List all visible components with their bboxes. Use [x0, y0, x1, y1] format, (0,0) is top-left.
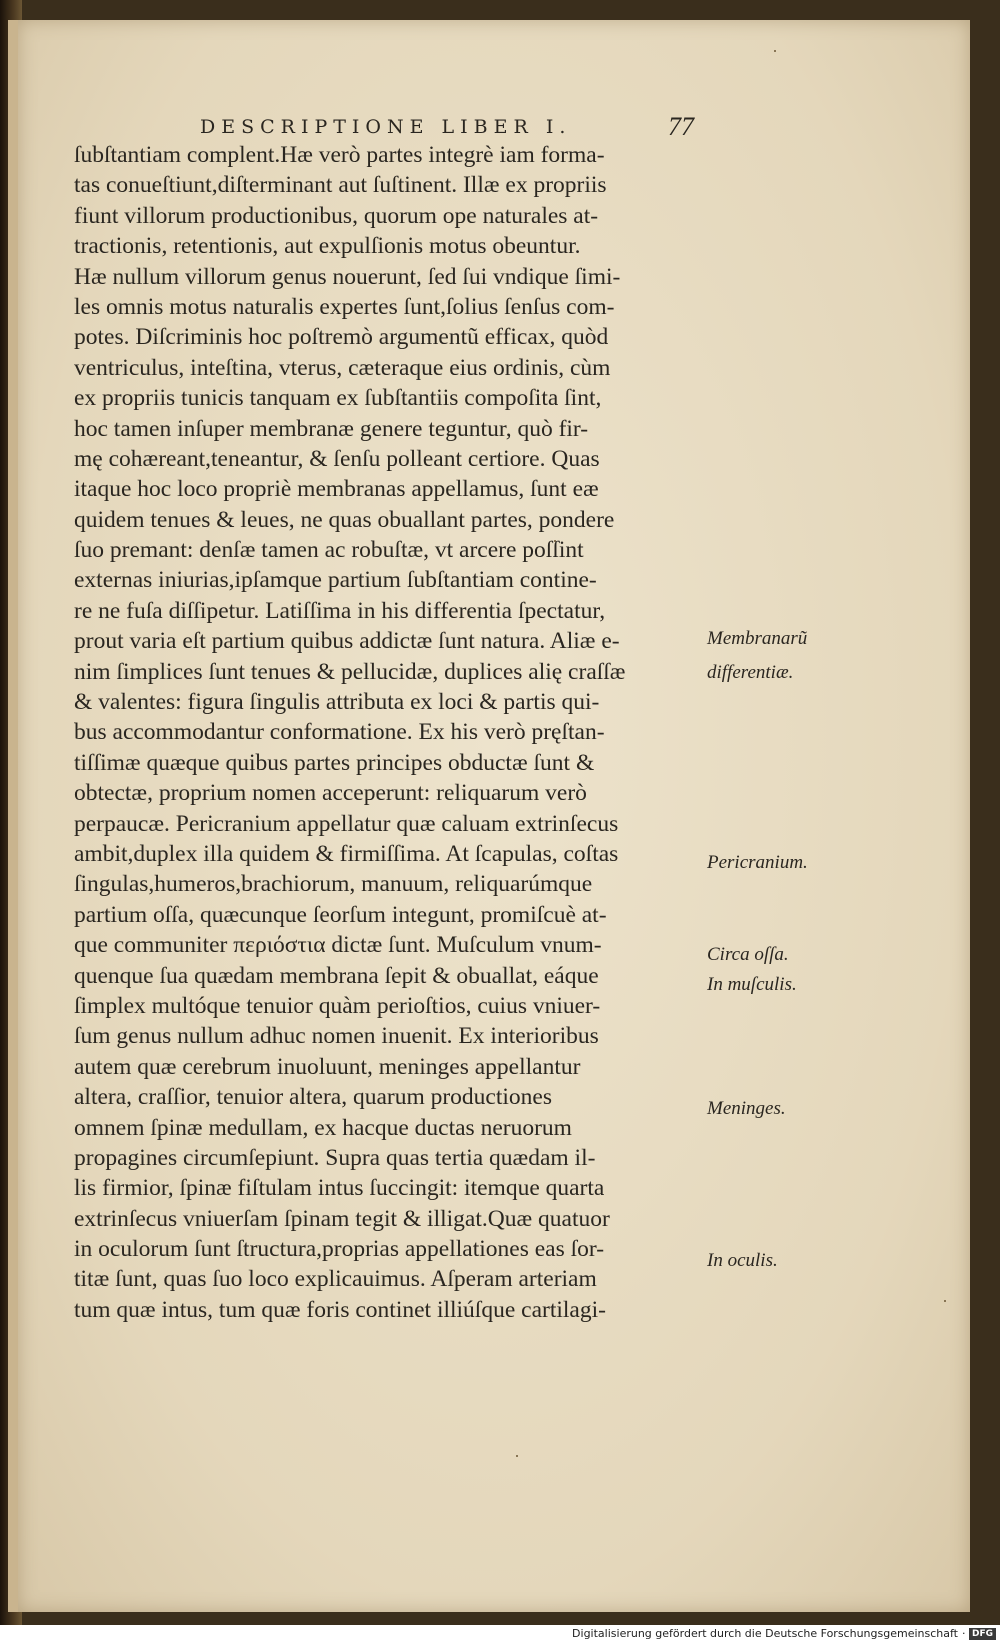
text-line: ventriculus, inteſtina, vterus, cæteraque eius ordinis, cùm [74, 354, 611, 381]
dfg-funding-text: Digitalisierung gefördert durch die Deutsche Forschungsgemeinschaft [572, 1627, 958, 1640]
marginal-note-in-oculis: In oculis. [707, 1250, 778, 1271]
text-line: hoc tamen inſuper membranæ genere teguntur, quò fir- [74, 415, 589, 442]
text-line: propagines circumſepiunt. Supra quas tertia quædam il- [74, 1144, 596, 1171]
dfg-logo: DFG [969, 1628, 996, 1640]
text-line: nim ſimplices ſunt tenues & pellucidæ, duplices alię craſſæ [74, 658, 626, 685]
text-line: ambit,duplex illa quidem & firmiſſima. At ſcapulas, coſtas [74, 840, 619, 867]
dfg-separator: · [961, 1627, 966, 1640]
text-line: extrinſecus vniuerſam ſpinam tegit & illigat.Quæ quatuor [74, 1205, 610, 1232]
text-line: quidem tenues & leues, ne quas obuallant partes, pondere [74, 506, 615, 533]
marginal-note-pericranium: Pericranium. [707, 852, 808, 873]
text-line: Hæ nullum villorum genus nouerunt, ſed ſui vndique ſimi- [74, 263, 621, 290]
text-line: partium oſſa, quæcunque ſeorſum integunt, promiſcuè at- [74, 901, 607, 928]
text-line: in oculorum ſunt ſtructura,proprias appellationes eas ſor- [74, 1236, 605, 1263]
text-line: obtectæ, proprium nomen acceperunt: reliquarum verò [74, 780, 587, 807]
text-line: tiſſimæ quæque quibus partes principes obductæ ſunt & [74, 749, 595, 776]
text-line: les omnis motus naturalis expertes ſunt,ſolius ſenſus com- [74, 293, 615, 320]
paper-speck [774, 50, 776, 52]
text-line: perpaucæ. Pericranium appellatur quæ caluam extrinſecus [74, 810, 619, 837]
text-line: potes. Diſcriminis hoc poſtremò argumentũ efficax, quòd [74, 324, 609, 351]
marginal-note-meninges: Meninges. [707, 1098, 786, 1119]
marginal-note-membranarum: Membranarũ [707, 628, 808, 649]
text-line: ſimplex multóque tenuior quàm perioſtios, cuius vniuer- [74, 992, 601, 1019]
text-line: mę cohæreant,teneantur, & ſenſu polleant certiore. Quas [74, 445, 600, 472]
text-line: re ne fuſa diſſipetur. Latiſſima in his differentia ſpectatur, [74, 597, 606, 624]
text-line: ſuo premant: denſæ tamen ac robuſtæ, vt arcere poſſint [74, 537, 584, 564]
text-line: tractionis, retentionis, aut expulſionis motus obeuntur. [74, 233, 581, 260]
marginal-note-differentiae: differentiæ. [707, 662, 794, 683]
text-line: omnem ſpinæ medullam, ex hacque ductas neruorum [74, 1114, 572, 1141]
text-line: lis firmior, ſpinæ fiſtulam intus ſuccingit: itemque quarta [74, 1175, 605, 1202]
marginal-note-in-musculis: In muſculis. [707, 974, 797, 995]
text-line: & valentes: figura ſingulis attributa ex loci & partis qui- [74, 689, 600, 716]
text-line: externas iniurias,ipſamque partium ſubſtantiam contine- [74, 567, 597, 594]
text-line: ſingulas,humeros,brachiorum, manuum, reliquarúmque [74, 871, 593, 898]
text-line: ſum genus nullum adhuc nomen inuenit. Ex interioribus [74, 1023, 599, 1050]
text-line: prout varia eſt partium quibus addictæ ſunt natura. Aliæ e- [74, 628, 620, 655]
text-line: altera, craſſior, tenuior altera, quarum productiones [74, 1084, 552, 1111]
text-line: que communiter περιόστια dictæ ſunt. Muſculum vnum- [74, 932, 602, 959]
text-line: ſubſtantiam complent.Hæ verò partes integrè iam forma- [74, 142, 605, 168]
body-text [74, 140, 704, 1325]
text-line: tum quæ intus, tum quæ foris continet illiúſque cartilagi- [74, 1296, 606, 1323]
text-line: fiunt villorum productionibus, quorum ope naturales at- [74, 202, 599, 229]
text-line: autem quæ cerebrum inuoluunt, meninges appellantur [74, 1053, 581, 1080]
paper-speck [944, 1300, 946, 1302]
text-line: bus accommodantur conformatione. Ex his verò pręſtan- [74, 719, 605, 746]
dfg-funding-footer [0, 1625, 1000, 1643]
paper-speck [516, 1455, 518, 1457]
text-line: tas conueſtiunt,diſterminant aut ſuſtinent. Illæ ex propriis [74, 172, 607, 199]
text-line: quenque ſua quædam membrana ſepit & obuallat, eáque [74, 962, 599, 989]
running-head: DESCRIPTIONE LIBER I. [200, 116, 572, 138]
marginal-note-circa-ossa: Circa oſſa. [707, 944, 789, 965]
text-line: itaque hoc loco propriè membranas appellamus, ſunt eæ [74, 476, 599, 503]
text-line: ex propriis tunicis tanquam ex ſubſtantiis compoſita ſint, [74, 385, 602, 412]
text-line: titæ ſunt, quas ſuo loco explicauimus. Aſperam arteriam [74, 1266, 597, 1293]
page-number: 77 [668, 112, 694, 141]
